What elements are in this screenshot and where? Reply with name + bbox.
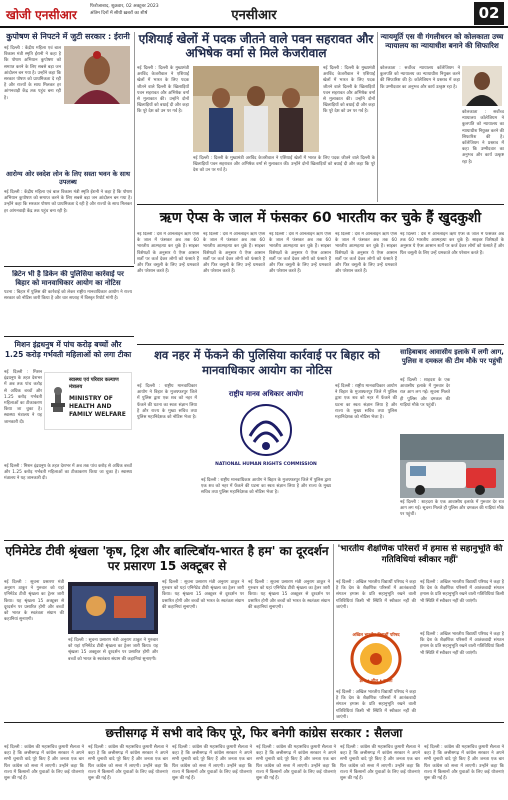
body-indradhanush: नई दिल्ली : मिशन इंद्रधनुष के तहत देशभर में अब तक पांच करोड़ से अधिक बच्चों और 1.25 करोड़ गर्भवती महिलाओं का टीकाकरण किया जा चुका है। स्वास्थ्य मंत्रालय ने यह जानकारी दी।: [4, 370, 42, 425]
dateline-tagline: अंतिम दिनों में सीधी ख़बरों का शीर्ष: [90, 10, 148, 16]
body-chhattisgarh-2: नई दिल्ली : कांग्रेस की महासचिव कुमारी सैलजा ने कहा है कि छत्तीसगढ़ में कांग्रेस सरकार ने अपने सभी चुनावी वादे पूरे किए हैं और जनता एक बार फिर कांग्रेस को सत्ता में लाएगी। उन्होंने कहा कि राज्य में किसानों और युवाओं के लिए कई योजनाएं शुरू की गई हैं।: [88, 745, 168, 782]
story-nhrc: [137, 348, 397, 536]
headline-indradhanush: मिशन इंद्रधनुष में पांच करोड़ बच्चों और 1.25 करोड़ गर्भवती महिलाओं को लगा टीका: [4, 340, 132, 359]
health-ministry-logo: [44, 372, 132, 430]
story-fire: [400, 348, 504, 536]
health-logo-en-3: FAMILY WELFARE: [69, 411, 126, 418]
story-justice: [380, 32, 504, 202]
photo-fire: [400, 434, 504, 498]
body-chhattisgarh-5: नई दिल्ली : कांग्रेस की महासचिव कुमारी सैलजा ने कहा है कि छत्तीसगढ़ में कांग्रेस सरकार ने अपने सभी चुनावी वादे पूरे किए हैं और जनता एक बार फिर कांग्रेस को सत्ता में लाएगी। उन्होंने कहा कि राज्य में किसानों और युवाओं के लिए कई योजनाएं शुरू की गई हैं।: [340, 745, 420, 782]
headline-zoo: ब्रिटेन भी है डिकेन की पुलिसिया कार्रवाई पर बिहार को मानवाधिकार आयोग का नोटिस: [12, 270, 124, 287]
body-loan-3: नई दिल्ली : देश में ऑनलाइन ऋण ऐप्स के जाल में फंसकर अब तक 60 भारतीय आत्महत्या कर चुके हैं। साइबर विशेषज्ञों के अनुसार ये ऐप्स आसान शर्तों पर कर्ज देकर लोगों को फंसाते हैं और फिर वसूली के लिए उन्हें धमकाते और परेशान करते हैं।: [269, 232, 331, 275]
story-chhattisgarh: [4, 725, 504, 797]
section-title: एनसीआर: [231, 8, 277, 23]
body-games-3: नई दिल्ली : दिल्ली के मुख्यमंत्री अरविंद केजरीवाल ने एशियाई खेलों में भारत के लिए पदक जीतने वाले दिल्ली के खिलाड़ियों पवन सहरावत और अभिषेक वर्मा से मुलाकात की। उन्होंने दोनों खिलाड़ियों को बधाई दी और कहा कि पूरे देश को उन पर गर्व है।: [323, 66, 375, 115]
abvp-logo: [336, 632, 416, 686]
nhrc-logo: [201, 386, 331, 474]
health-logo-en-1: MINISTRY OF: [69, 395, 113, 402]
headline-smriti: कुपोषण से निपटने में जुटी सरकार : ईरानी: [6, 32, 130, 41]
nhrc-logo-hindi: राष्ट्रीय मानव अधिकार आयोग: [228, 390, 304, 398]
body-edu-2: नई दिल्ली : अखिल भारतीय विद्यार्थी परिषद ने कहा है कि देश के शैक्षणिक परिसरों में आतंकवादी संगठन हमास के प्रति सहानुभूति रखने वाली गतिविधियां किसी भी स्थिति में स्वीकार नहीं की जाएंगी।: [420, 580, 504, 604]
story-loan-body: [137, 232, 397, 342]
page-number: 02: [474, 2, 504, 25]
dateline-date: फिरोजाबाद, शुक्रवार, 02 अक्टूबर 2023: [90, 4, 159, 9]
abvp-logo-bottom: ज्ञान • शील • एकता: [359, 678, 393, 683]
dateline: [90, 4, 159, 17]
body-edu-4: नई दिल्ली : अखिल भारतीय विद्यार्थी परिषद ने कहा है कि देश के शैक्षणिक परिसरों में आतंकवादी संगठन हमास के प्रति सहानुभूति रखने वाली गतिविधियां किसी भी स्थिति में स्वीकार नहीं की जाएंगी।: [336, 690, 416, 720]
body-tv: नई दिल्ली : सूचना प्रसारण मंत्री अनुराग ठाकुर ने गुरुवार को यहां एनिमेटेड टीवी श्रृंखला का ट्रेलर जारी किया। यह श्रृंखला 15 अक्टूबर से दूरदर्शन पर प्रसारित होगी और बच्चों को भारत के स्वतंत्रता संग्राम की कहानियां सुनाएगी।: [4, 580, 64, 623]
headline-games: एशियाई खेलों में पदक जीतने वाले पवन सहरावत और अभिषेक वर्मा से मिले केजरीवाल: [138, 32, 374, 60]
body-justice: कोलकाता : सर्वोच्च न्यायालय कॉलेजियम ने कुलपति को न्यायालय का न्यायाधीश नियुक्त करने की सिफारिश की है। कॉलेजियम ने प्रस्ताव में कहा कि उम्मीदवार का अनुभव और कार्य उत्कृष्ट रहा है।: [380, 66, 460, 90]
body-smriti: नई दिल्ली : केंद्रीय महिला एवं बाल विकास मंत्री स्मृति ईरानी ने कहा है कि पोषण अभियान कुपोषण को समाप्त करने के लिए सबसे बड़ा जन आंदोलन बन गया है। उन्होंने कहा कि सरकार पोषण को प्राथमिकता दे रही है और राज्यों के साथ मिलकर हर आंगनवाड़ी केंद्र तक पहुंच बना रही है।: [4, 46, 61, 101]
health-logo-en-2: HEALTH AND: [69, 403, 112, 410]
body-games-2: नई दिल्ली : दिल्ली के मुख्यमंत्री अरविंद केजरीवाल ने एशियाई खेलों में भारत के लिए पदक जीतने वाले दिल्ली के खिलाड़ियों पवन सहरावत और अभिषेक वर्मा से मुलाकात की। उन्होंने दोनों खिलाड़ियों को बधाई दी और कहा कि पूरे देश को उन पर गर्व है।: [193, 156, 375, 174]
abvp-logo-top: अखिल भारतीय विद्यार्थी परिषद: [352, 632, 400, 637]
separator: [4, 336, 134, 337]
story-smriti: [4, 32, 132, 264]
headline-justice: न्यायमूर्ति एस वी गंगलीधरन को कोलकाता उच्च न्यायालय का न्यायाधीश बनाने की सिफारिश: [380, 32, 504, 50]
body-fire: नई दिल्ली : शाहदरा के एक आवासीय इलाके में गुरुवार देर रात आग लग गई। सूचना मिलते ही पुलिस और दमकल की गाड़ियां मौके पर पहुंचीं।: [400, 378, 450, 408]
masthead: [0, 0, 508, 28]
body-justice-2: कोलकाता : सर्वोच्च न्यायालय कॉलेजियम ने कुलपति को न्यायालय का न्यायाधीश नियुक्त करने की सिफारिश की है। कॉलेजियम ने प्रस्ताव में कहा कि उम्मीदवार का अनुभव और कार्य उत्कृष्ट रहा है।: [462, 110, 504, 165]
body-tv-2: नई दिल्ली : सूचना प्रसारण मंत्री अनुराग ठाकुर ने गुरुवार को यहां एनिमेटेड टीवी श्रृंखला का ट्रेलर जारी किया। यह श्रृंखला 15 अक्टूबर से दूरदर्शन पर प्रसारित होगी और बच्चों को भारत के स्वतंत्रता संग्राम की कहानियां सुनाएगी।: [68, 638, 158, 662]
headline-fire: साहिबाबाद आवासीय इलाके में लगी आग, पुलिस व दमकल की टीम मौके पर पहुंची: [400, 348, 504, 365]
separator: [4, 266, 134, 267]
body-games: नई दिल्ली : दिल्ली के मुख्यमंत्री अरविंद केजरीवाल ने एशियाई खेलों में भारत के लिए पदक जीतने वाले दिल्ली के खिलाड़ियों पवन सहरावत और अभिषेक वर्मा से मुलाकात की। उन्होंने दोनों खिलाड़ियों को बधाई दी और कहा कि पूरे देश को उन पर गर्व है।: [137, 66, 189, 115]
photo-justice: [462, 66, 502, 106]
body-edu-3: नई दिल्ली : अखिल भारतीय विद्यार्थी परिषद ने कहा है कि देश के शैक्षणिक परिसरों में आतंकवादी संगठन हमास के प्रति सहानुभूति रखने वाली गतिविधियां किसी भी स्थिति में स्वीकार नहीं की जाएंगी।: [420, 632, 504, 656]
body-nhrc: नई दिल्ली : राष्ट्रीय मानवाधिकार आयोग ने बिहार के मुजफ्फरपुर जिले में पुलिस द्वारा एक शव को नहर में फेंकने की घटना का स्वतः संज्ञान लिया है और राज्य के मुख्य सचिव तथा पुलिस महानिदेशक को नोटिस भेजा है।: [137, 384, 197, 421]
photo-games: [193, 66, 319, 152]
body-nhrc-2: नई दिल्ली : राष्ट्रीय मानवाधिकार आयोग ने बिहार के मुजफ्फरपुर जिले में पुलिस द्वारा एक शव को नहर में फेंकने की घटना का स्वतः संज्ञान लिया है और राज्य के मुख्य सचिव तथा पुलिस महानिदेशक को नोटिस भेजा है।: [201, 478, 331, 496]
column-divider: [333, 544, 334, 720]
story-tv: [4, 544, 330, 720]
separator: [137, 204, 504, 205]
body-chhattisgarh-1: नई दिल्ली : कांग्रेस की महासचिव कुमारी सैलजा ने कहा है कि छत्तीसगढ़ में कांग्रेस सरकार ने अपने सभी चुनावी वादे पूरे किए हैं और जनता एक बार फिर कांग्रेस को सत्ता में लाएगी। उन्होंने कहा कि राज्य में किसानों और युवाओं के लिए कई योजनाएं शुरू की गई हैं।: [4, 745, 84, 782]
body-loan-2: नई दिल्ली : देश में ऑनलाइन ऋण ऐप्स के जाल में फंसकर अब तक 60 भारतीय आत्महत्या कर चुके हैं। साइबर विशेषज्ञों के अनुसार ये ऐप्स आसान शर्तों पर कर्ज देकर लोगों को फंसाते हैं और फिर वसूली के लिए उन्हें धमकाते और परेशान करते हैं।: [203, 232, 265, 275]
headline-tv: एनिमेटेड टीवी श्रृंखला 'कृष, ट्रिश और बाल्टिबॉय-भारत है हम' का दूरदर्शन पर प्रसारण 15 अक्टूबर से: [5, 544, 329, 573]
body-chhattisgarh-3: नई दिल्ली : कांग्रेस की महासचिव कुमारी सैलजा ने कहा है कि छत्तीसगढ़ में कांग्रेस सरकार ने अपने सभी चुनावी वादे पूरे किए हैं और जनता एक बार फिर कांग्रेस को सत्ता में लाएगी। उन्होंने कहा कि राज्य में किसानों और युवाओं के लिए कई योजनाएं शुरू की गई हैं।: [172, 745, 252, 782]
headline-chhattisgarh: छत्तीसगढ़ में सभी वादे किए पूरे, फिर बनेगी कांग्रेस सरकार : सैलजा: [105, 726, 403, 740]
subhead-smriti: आरोग्य ओर स्वदेश लोन के लिए सस्ता भवन के साथ उपलब्ध: [6, 170, 130, 186]
separator: [4, 722, 504, 723]
body-edu: नई दिल्ली : अखिल भारतीय विद्यार्थी परिषद ने कहा है कि देश के शैक्षणिक परिसरों में आतंकवादी संगठन हमास के प्रति सहानुभूति रखने वाली गतिविधियां किसी भी स्थिति में स्वीकार नहीं की जाएंगी।: [336, 580, 416, 610]
body-loan-4: नई दिल्ली : देश में ऑनलाइन ऋण ऐप्स के जाल में फंसकर अब तक 60 भारतीय आत्महत्या कर चुके हैं। साइबर विशेषज्ञों के अनुसार ये ऐप्स आसान शर्तों पर कर्ज देकर लोगों को फंसाते हैं और फिर वसूली के लिए उन्हें धमकाते और परेशान करते हैं।: [335, 232, 397, 275]
body-tv-4: नई दिल्ली : सूचना प्रसारण मंत्री अनुराग ठाकुर ने गुरुवार को यहां एनिमेटेड टीवी श्रृंखला का ट्रेलर जारी किया। यह श्रृंखला 15 अक्टूबर से दूरदर्शन पर प्रसारित होगी और बच्चों को भारत के स्वतंत्रता संग्राम की कहानियां सुनाएगी।: [248, 580, 330, 610]
story-zoo: [4, 270, 132, 334]
headline-nhrc: शव नहर में फेंकने की पुलिसिया कार्रवाई पर बिहार को मानवाधिकार आयोग का नोटिस: [154, 348, 380, 377]
story-loan-right: [400, 232, 504, 342]
body-loan-5: नई दिल्ली : देश में ऑनलाइन ऋण ऐप्स के जाल में फंसकर अब तक 60 भारतीय आत्महत्या कर चुके हैं। साइबर विशेषज्ञों के अनुसार ये ऐप्स आसान शर्तों पर कर्ज देकर लोगों को फंसाते हैं और फिर वसूली के लिए उन्हें धमकाते और परेशान करते हैं।: [400, 232, 504, 256]
photo-smriti: [64, 46, 130, 104]
body-nhrc-3: नई दिल्ली : राष्ट्रीय मानवाधिकार आयोग ने बिहार के मुजफ्फरपुर जिले में पुलिस द्वारा एक शव को नहर में फेंकने की घटना का स्वतः संज्ञान लिया है और राज्य के मुख्य सचिव तथा पुलिस महानिदेशक को नोटिस भेजा है।: [335, 384, 397, 421]
headline-loan: ऋण ऐप्स के जाल में फंसकर 60 भारतीय कर चुके हैं खुदकुशी: [159, 210, 482, 226]
story-edu: [336, 544, 504, 720]
body-indradhanush-2: नई दिल्ली : मिशन इंद्रधनुष के तहत देशभर में अब तक पांच करोड़ से अधिक बच्चों और 1.25 करोड़ गर्भवती महिलाओं का टीकाकरण किया जा चुका है। स्वास्थ्य मंत्रालय ने यह जानकारी दी।: [4, 464, 132, 482]
body-tv-3: नई दिल्ली : सूचना प्रसारण मंत्री अनुराग ठाकुर ने गुरुवार को यहां एनिमेटेड टीवी श्रृंखला का ट्रेलर जारी किया। यह श्रृंखला 15 अक्टूबर से दूरदर्शन पर प्रसारित होगी और बच्चों को भारत के स्वतंत्रता संग्राम की कहानियां सुनाएगी।: [162, 580, 244, 610]
headline-edu: 'भारतीय शैक्षणिक परिसरों में हमास से सहानुभूति की गतिविधियां स्वीकार नहीं': [337, 544, 503, 565]
body-zoo: पटना : बिहार में पुलिस की कार्रवाई को लेकर राष्ट्रीय मानवाधिकार आयोग ने राज्य सरकार को नोटिस जारी किया है और चार सप्ताह में विस्तृत रिपोर्ट मांगी है।: [4, 290, 132, 302]
nhrc-logo-en: NATIONAL HUMAN RIGHTS COMMISSION: [215, 462, 317, 467]
health-logo-hindi: स्वास्थ्य एवं परिवार कल्याण मंत्रालय: [69, 377, 119, 390]
story-loan: [137, 208, 504, 230]
separator: [137, 344, 504, 345]
body-chhattisgarh-4: नई दिल्ली : कांग्रेस की महासचिव कुमारी सैलजा ने कहा है कि छत्तीसगढ़ में कांग्रेस सरकार ने अपने सभी चुनावी वादे पूरे किए हैं और जनता एक बार फिर कांग्रेस को सत्ता में लाएगी। उन्होंने कहा कि राज्य में किसानों और युवाओं के लिए कई योजनाएं शुरू की गई हैं।: [256, 745, 336, 782]
separator: [4, 540, 504, 541]
emblem-icon: [49, 387, 67, 413]
brand-logo: खोजी एनसीआर: [6, 8, 77, 22]
story-indradhanush: [4, 340, 132, 532]
column-divider: [134, 32, 135, 264]
body-loan-1: नई दिल्ली : देश में ऑनलाइन ऋण ऐप्स के जाल में फंसकर अब तक 60 भारतीय आत्महत्या कर चुके हैं। साइबर विशेषज्ञों के अनुसार ये ऐप्स आसान शर्तों पर कर्ज देकर लोगों को फंसाते हैं और फिर वसूली के लिए उन्हें धमकाते और परेशान करते हैं।: [137, 232, 199, 275]
body-chhattisgarh-6: नई दिल्ली : कांग्रेस की महासचिव कुमारी सैलजा ने कहा है कि छत्तीसगढ़ में कांग्रेस सरकार ने अपने सभी चुनावी वादे पूरे किए हैं और जनता एक बार फिर कांग्रेस को सत्ता में लाएगी। उन्होंने कहा कि राज्य में किसानों और युवाओं के लिए कई योजनाएं शुरू की गई हैं।: [424, 745, 504, 782]
body-fire-2: नई दिल्ली : शाहदरा के एक आवासीय इलाके में गुरुवार देर रात आग लग गई। सूचना मिलते ही पुलिस और दमकल की गाड़ियां मौके पर पहुंचीं।: [400, 500, 504, 518]
nhrc-emblem-icon: [236, 402, 296, 458]
column-divider: [377, 32, 378, 202]
body-smriti-2: नई दिल्ली : केंद्रीय महिला एवं बाल विकास मंत्री स्मृति ईरानी ने कहा है कि पोषण अभियान कुपोषण को समाप्त करने के लिए सबसे बड़ा जन आंदोलन बन गया है। उन्होंने कहा कि सरकार पोषण को प्राथमिकता दे रही है और राज्यों के साथ मिलकर हर आंगनवाड़ी केंद्र तक पहुंच बना रही है।: [4, 190, 132, 214]
photo-tv: [68, 582, 158, 634]
story-games: [137, 32, 375, 202]
